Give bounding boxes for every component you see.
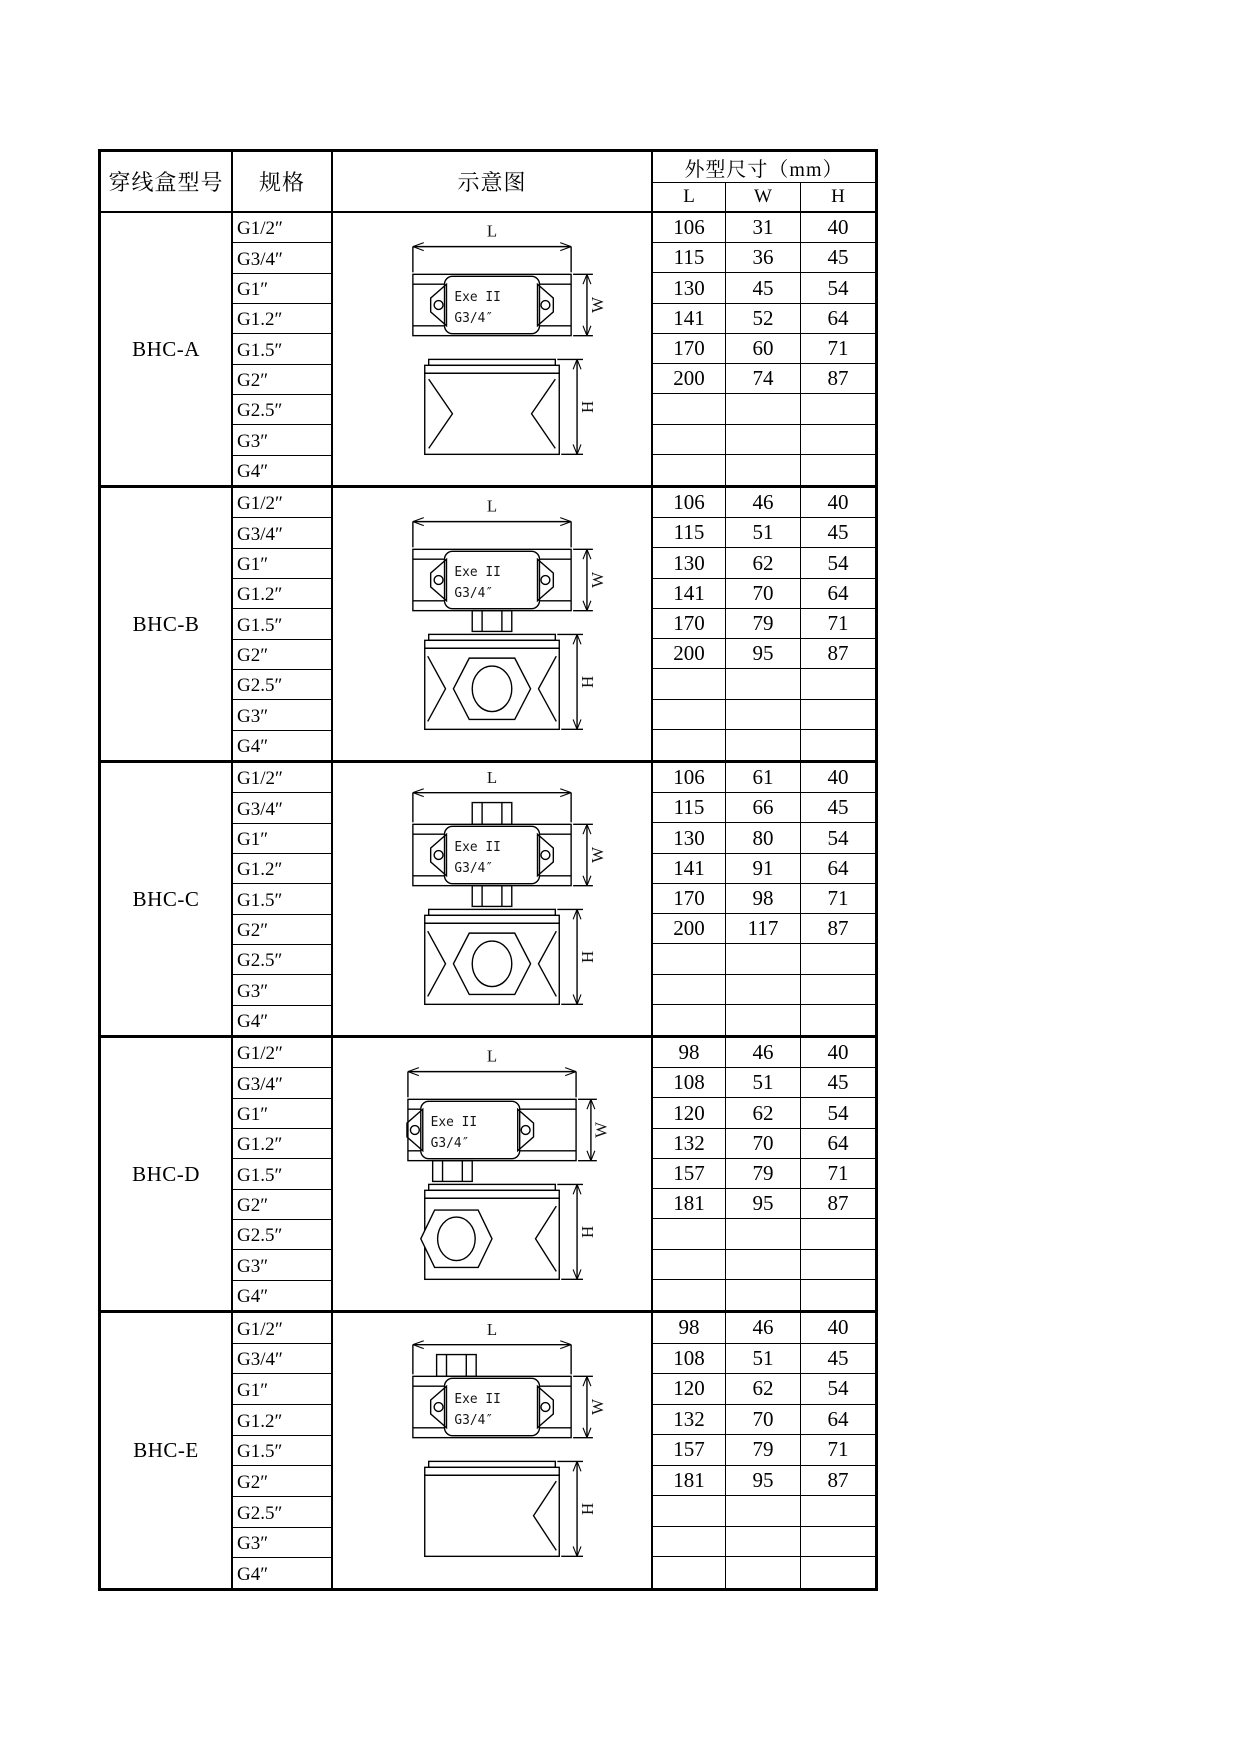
dim-l-value: 130 — [653, 273, 726, 303]
diagram-drawing-double-outlet — [333, 763, 651, 1035]
dim-w-value: 70 — [726, 1129, 801, 1159]
dim-l-value: 141 — [653, 304, 726, 334]
dim-h-value — [801, 394, 875, 424]
dim-l-value: 170 — [653, 884, 726, 914]
dim-l-value — [653, 975, 726, 1005]
dim-label-w: W — [587, 297, 607, 313]
spec-value: G1.5″ — [233, 884, 331, 914]
spec-value: G1″ — [233, 824, 331, 854]
dim-w-value: 95 — [726, 1189, 801, 1219]
header-dim-l: L — [653, 183, 726, 211]
dim-w-value: 117 — [726, 914, 801, 944]
section-BHC-A — [101, 213, 875, 488]
dim-h-value: 45 — [801, 793, 875, 823]
header-spec: 规格 — [233, 152, 333, 211]
dim-w-value — [726, 1219, 801, 1249]
dim-l-value: 106 — [653, 213, 726, 243]
dim-l-value — [653, 1557, 726, 1588]
spec-value: G3/4″ — [233, 1068, 331, 1098]
section-BHC-C — [101, 763, 875, 1038]
section-BHC-E — [101, 1313, 875, 1588]
dim-w-value: 46 — [726, 488, 801, 518]
spec-value: G1/2″ — [233, 1313, 331, 1344]
spec-value: G4″ — [237, 460, 269, 482]
dim-w-value — [726, 700, 801, 730]
dim-w-value: 46 — [726, 1038, 801, 1068]
spec-value: G1.5″ — [233, 609, 331, 639]
dims-grid — [653, 488, 875, 760]
dim-l-value: 108 — [653, 1068, 726, 1098]
dim-h-value — [801, 1219, 875, 1249]
dim-l-value: 120 — [653, 1374, 726, 1405]
dims-grid — [653, 763, 875, 1035]
dim-h-value — [801, 944, 875, 974]
dim-label-h: H — [577, 675, 597, 688]
dim-w-value: 61 — [726, 763, 801, 793]
dim-w-value: 51 — [726, 1344, 801, 1375]
table-header — [101, 152, 875, 213]
dim-w-value: 79 — [726, 1159, 801, 1189]
dim-l-value: 200 — [653, 364, 726, 394]
spec-column — [233, 488, 333, 760]
spec-value: G3″ — [233, 1528, 331, 1559]
dim-w-value: 66 — [726, 793, 801, 823]
dim-label-h: H — [577, 950, 597, 963]
plate-text-line2: G3/4″ — [430, 1135, 470, 1151]
header-dim-w: W — [726, 183, 801, 211]
spec-table — [98, 149, 878, 1591]
dim-h-value: 40 — [801, 488, 875, 518]
dim-w-value — [726, 394, 801, 424]
spec-value: G3/4″ — [233, 793, 331, 823]
diagram-drawing-bottom-outlet — [333, 488, 651, 760]
dim-h-value — [801, 730, 875, 760]
dim-w-value — [726, 1496, 801, 1527]
dim-w-value: 98 — [726, 884, 801, 914]
dim-l-value — [653, 425, 726, 455]
spec-value: G4″ — [237, 1285, 269, 1307]
spec-value: G1/2″ — [233, 1038, 331, 1068]
dim-h-value — [801, 1496, 875, 1527]
dim-h-value: 64 — [801, 854, 875, 884]
dim-h-value: 71 — [801, 1435, 875, 1466]
spec-value: G1/2″ — [233, 763, 331, 793]
dim-l-value: 132 — [653, 1129, 726, 1159]
spec-value: G3″ — [233, 425, 331, 455]
model-name: BHC-A — [101, 213, 233, 485]
dim-l-value: 130 — [653, 548, 726, 578]
spec-value: G1.5″ — [233, 1436, 331, 1467]
spec-value: G2.5″ — [233, 1220, 331, 1250]
dim-w-value: 45 — [726, 273, 801, 303]
dim-l-value: 115 — [653, 793, 726, 823]
dim-l-value — [653, 1496, 726, 1527]
spec-value: G1/2″ — [233, 488, 331, 518]
dim-l-value — [653, 700, 726, 730]
dim-w-value — [726, 1557, 801, 1588]
dim-l-value: 98 — [653, 1038, 726, 1068]
dim-l-value — [653, 455, 726, 485]
dim-l-value: 106 — [653, 488, 726, 518]
spec-value: G1″ — [233, 1374, 331, 1405]
dim-h-value — [801, 1280, 875, 1310]
diagram-BHC-D — [333, 1038, 653, 1310]
header-model: 穿线盒型号 — [101, 152, 233, 211]
dim-l-value: 170 — [653, 334, 726, 364]
plate-text-line1: Exe II — [454, 1391, 501, 1407]
spec-value: G1.5″ — [233, 334, 331, 364]
diagram-drawing-end — [333, 1315, 651, 1587]
header-diagram: 示意图 — [333, 152, 653, 211]
dim-h-value: 87 — [801, 364, 875, 394]
dim-label-l: L — [486, 767, 498, 787]
dim-l-value: 132 — [653, 1405, 726, 1436]
dim-w-value: 70 — [726, 579, 801, 609]
dim-label-l: L — [486, 496, 498, 516]
dims-grid — [653, 1313, 875, 1588]
dim-l-value: 157 — [653, 1159, 726, 1189]
spec-value: G3″ — [233, 975, 331, 1005]
dim-h-value: 40 — [801, 763, 875, 793]
dim-l-value: 157 — [653, 1435, 726, 1466]
dim-l-value: 170 — [653, 609, 726, 639]
dim-h-value — [801, 1005, 875, 1035]
dim-w-value — [726, 1527, 801, 1558]
dim-w-value — [726, 1250, 801, 1280]
dim-w-value — [726, 730, 801, 760]
dim-h-value: 45 — [801, 518, 875, 548]
spec-value: G2″ — [233, 1190, 331, 1220]
dim-h-value: 64 — [801, 579, 875, 609]
spec-column — [233, 1038, 333, 1310]
dim-w-value — [726, 669, 801, 699]
header-dims-subrow — [653, 183, 875, 211]
spec-value: G1.5″ — [233, 1159, 331, 1189]
dim-l-value: 181 — [653, 1189, 726, 1219]
dim-h-value: 87 — [801, 639, 875, 669]
dim-l-value: 181 — [653, 1466, 726, 1497]
dim-l-value — [653, 1250, 726, 1280]
dim-l-value: 141 — [653, 579, 726, 609]
dim-h-value: 64 — [801, 1129, 875, 1159]
dim-label-w: W — [587, 847, 607, 863]
header-dims-title: 外型尺寸（mm） — [653, 152, 875, 183]
dim-h-value — [801, 1250, 875, 1280]
dim-w-value: 62 — [726, 1098, 801, 1128]
spec-column — [233, 763, 333, 1035]
plate-text-line1: Exe II — [430, 1115, 478, 1131]
header-dim-h: H — [831, 186, 845, 207]
dim-l-value: 98 — [653, 1313, 726, 1344]
dim-w-value: 36 — [726, 243, 801, 273]
dim-label-w: W — [591, 1122, 611, 1138]
dim-w-value: 51 — [726, 518, 801, 548]
dims-grid — [653, 1038, 875, 1310]
dim-h-value — [801, 669, 875, 699]
dim-label-l: L — [486, 221, 498, 241]
dim-l-value — [653, 1527, 726, 1558]
spec-value: G2.5″ — [233, 945, 331, 975]
dim-h-value: 40 — [801, 1038, 875, 1068]
spec-value: G1″ — [233, 1099, 331, 1129]
spec-value: G3″ — [233, 700, 331, 730]
section-BHC-D — [101, 1038, 875, 1313]
dim-h-value: 40 — [801, 1313, 875, 1344]
diagram-BHC-C — [333, 763, 653, 1035]
dim-h-value: 40 — [801, 213, 875, 243]
dim-w-value: 62 — [726, 548, 801, 578]
spec-value: G4″ — [237, 735, 269, 757]
header-dims-group — [653, 152, 875, 211]
spec-value: G2″ — [233, 365, 331, 395]
dim-h-value: 54 — [801, 1098, 875, 1128]
spec-value: G4″ — [237, 1564, 269, 1586]
spec-value: G1″ — [233, 274, 331, 304]
dim-h-value — [801, 1527, 875, 1558]
dim-l-value: 115 — [653, 518, 726, 548]
model-name: BHC-C — [101, 763, 233, 1035]
plate-text-line1: Exe II — [454, 565, 501, 581]
dim-l-value: 120 — [653, 1098, 726, 1128]
dim-h-value — [801, 455, 875, 485]
dim-w-value — [726, 975, 801, 1005]
spec-value: G3/4″ — [233, 1344, 331, 1375]
dim-h-value: 45 — [801, 243, 875, 273]
dim-h-value: 64 — [801, 304, 875, 334]
dim-h-value: 87 — [801, 1466, 875, 1497]
model-name: BHC-B — [101, 488, 233, 760]
dim-w-value: 80 — [726, 823, 801, 853]
dim-h-value: 71 — [801, 609, 875, 639]
dim-h-value: 54 — [801, 548, 875, 578]
dim-label-h: H — [577, 400, 597, 413]
dim-l-value: 200 — [653, 914, 726, 944]
section-BHC-B — [101, 488, 875, 763]
spec-value: G2.5″ — [233, 670, 331, 700]
dim-l-value — [653, 730, 726, 760]
dim-w-value — [726, 455, 801, 485]
dim-h-value: 87 — [801, 1189, 875, 1219]
dim-label-l: L — [486, 1319, 498, 1339]
dim-h-value — [801, 425, 875, 455]
dim-w-value: 79 — [726, 609, 801, 639]
dim-w-value — [726, 944, 801, 974]
dim-w-value: 74 — [726, 364, 801, 394]
spec-value: G1.2″ — [233, 1405, 331, 1436]
dim-l-value: 200 — [653, 639, 726, 669]
diagram-drawing-corner — [333, 1038, 651, 1310]
dim-w-value — [726, 1005, 801, 1035]
dim-h-value: 45 — [801, 1068, 875, 1098]
model-name: BHC-E — [101, 1313, 233, 1588]
plate-text-line2: G3/4″ — [454, 310, 494, 326]
spec-value: G3″ — [233, 1250, 331, 1280]
spec-column — [233, 1313, 333, 1588]
dim-h-value: 64 — [801, 1405, 875, 1436]
dims-grid — [653, 213, 875, 485]
diagram-BHC-E — [333, 1313, 653, 1588]
dim-l-value — [653, 944, 726, 974]
plate-text-line2: G3/4″ — [454, 860, 494, 876]
table-body — [101, 213, 875, 1588]
dim-w-value: 79 — [726, 1435, 801, 1466]
dim-label-w: W — [587, 572, 607, 588]
dim-l-value: 141 — [653, 854, 726, 884]
dim-h-value — [801, 1557, 875, 1588]
dim-w-value: 46 — [726, 1313, 801, 1344]
dim-h-value: 54 — [801, 273, 875, 303]
spec-value: G2″ — [233, 1466, 331, 1497]
spec-value: G1.2″ — [233, 579, 331, 609]
dim-label-w: W — [587, 1398, 607, 1415]
dim-h-value: 71 — [801, 334, 875, 364]
dim-h-value: 71 — [801, 1159, 875, 1189]
dim-l-value — [653, 1219, 726, 1249]
dim-w-value: 62 — [726, 1374, 801, 1405]
dim-h-value: 54 — [801, 823, 875, 853]
dim-w-value — [726, 1280, 801, 1310]
spec-value: G3/4″ — [233, 243, 331, 273]
dim-l-value — [653, 1280, 726, 1310]
spec-value: G1/2″ — [233, 213, 331, 243]
diagram-BHC-A — [333, 213, 653, 485]
dim-l-value: 108 — [653, 1344, 726, 1375]
plate-text-line2: G3/4″ — [454, 1412, 494, 1428]
dim-w-value — [726, 425, 801, 455]
spec-value: G4″ — [237, 1010, 269, 1032]
dim-w-value: 95 — [726, 639, 801, 669]
dim-l-value: 115 — [653, 243, 726, 273]
dim-label-l: L — [486, 1046, 498, 1066]
dim-w-value: 52 — [726, 304, 801, 334]
spec-value: G1.2″ — [233, 1129, 331, 1159]
dim-w-value: 95 — [726, 1466, 801, 1497]
spec-value: G3/4″ — [233, 518, 331, 548]
dim-h-value: 45 — [801, 1344, 875, 1375]
model-name: BHC-D — [101, 1038, 233, 1310]
spec-value: G1.2″ — [233, 304, 331, 334]
spec-value: G2″ — [233, 640, 331, 670]
plate-text-line2: G3/4″ — [454, 585, 494, 601]
dim-h-value: 54 — [801, 1374, 875, 1405]
spec-value: G1.2″ — [233, 854, 331, 884]
plate-text-line1: Exe II — [454, 290, 501, 306]
spec-column — [233, 213, 333, 485]
dim-l-value — [653, 669, 726, 699]
dim-w-value: 70 — [726, 1405, 801, 1436]
spec-value: G2.5″ — [233, 1497, 331, 1528]
dim-l-value — [653, 1005, 726, 1035]
plate-text-line1: Exe II — [454, 840, 501, 856]
dim-h-value: 71 — [801, 884, 875, 914]
dim-l-value: 130 — [653, 823, 726, 853]
dim-w-value: 60 — [726, 334, 801, 364]
dim-h-value: 87 — [801, 914, 875, 944]
spec-value: G2.5″ — [233, 395, 331, 425]
dim-l-value — [653, 394, 726, 424]
dim-h-value — [801, 975, 875, 1005]
dim-label-h: H — [577, 1225, 597, 1238]
spec-value: G2″ — [233, 915, 331, 945]
dim-w-value: 91 — [726, 854, 801, 884]
dim-l-value: 106 — [653, 763, 726, 793]
spec-value: G1″ — [233, 549, 331, 579]
dim-label-h: H — [577, 1502, 597, 1515]
diagram-drawing-through — [333, 213, 651, 485]
diagram-BHC-B — [333, 488, 653, 760]
dim-w-value: 51 — [726, 1068, 801, 1098]
dim-w-value: 31 — [726, 213, 801, 243]
dim-h-value — [801, 700, 875, 730]
